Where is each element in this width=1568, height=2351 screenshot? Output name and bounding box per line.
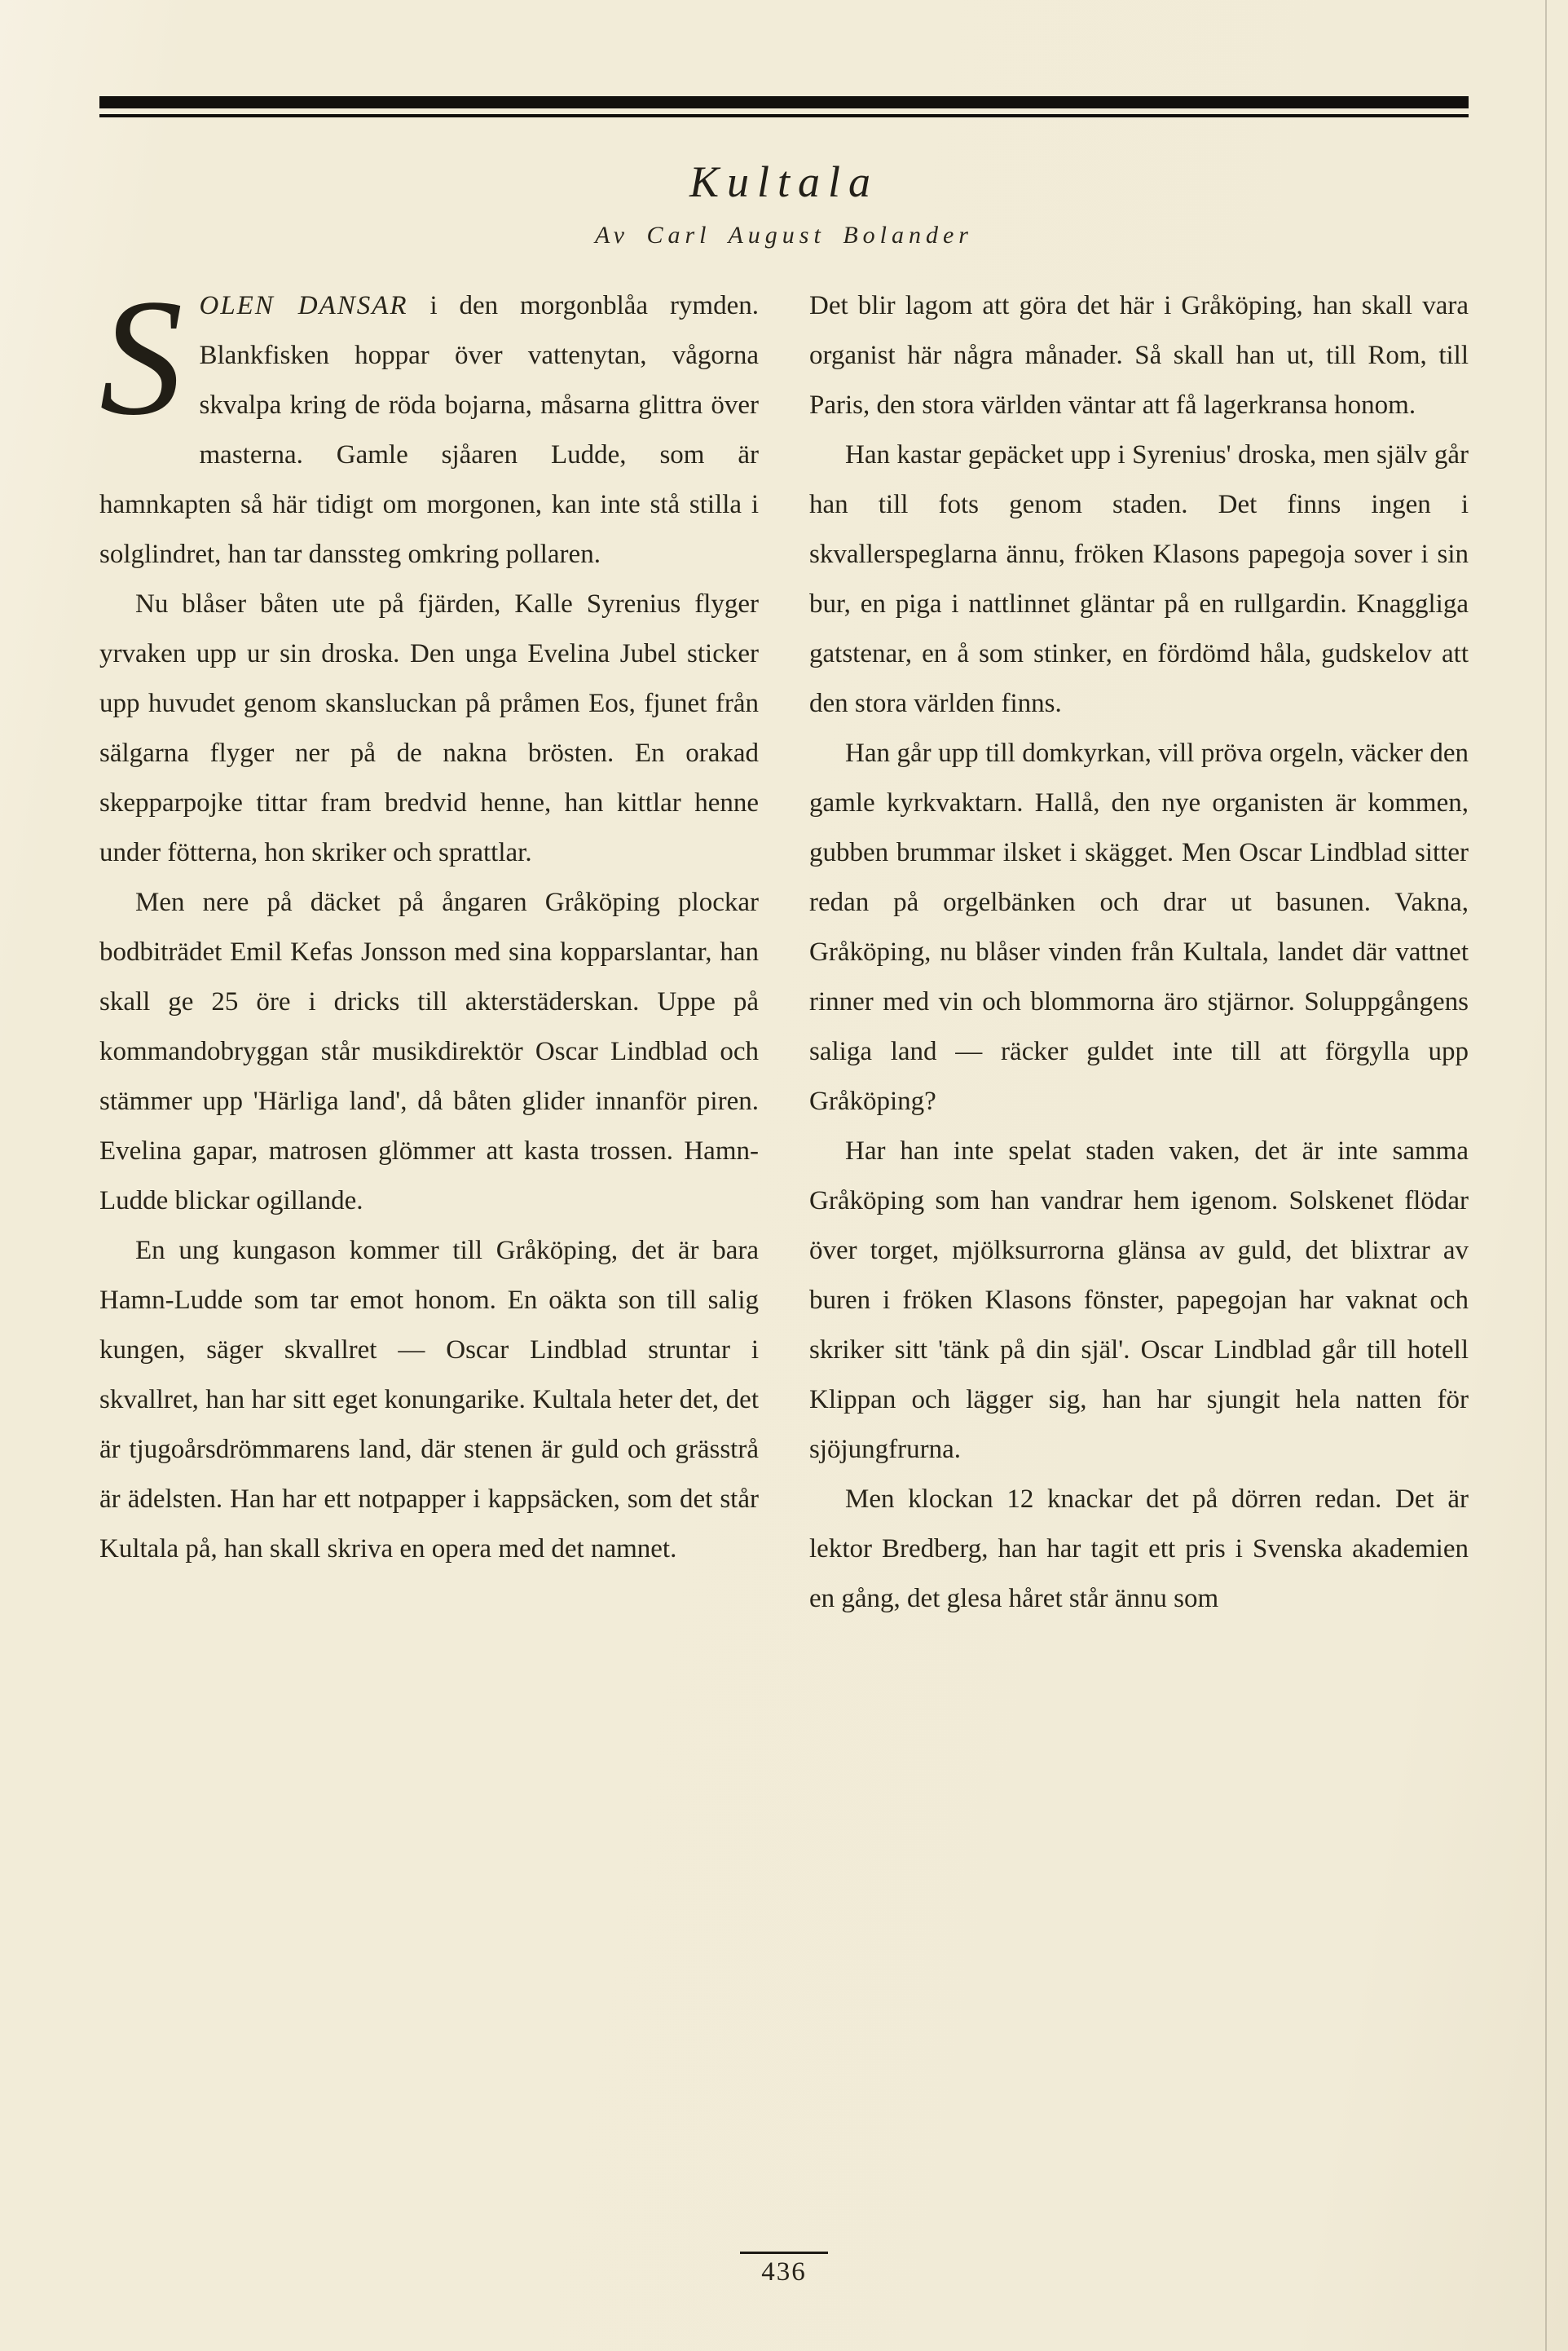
lead-in: OLEN DANSAR — [199, 291, 408, 320]
column-left — [99, 265, 760, 1624]
paragraph-opening — [99, 265, 760, 580]
text-columns — [99, 265, 1469, 1624]
column-right — [809, 281, 1469, 1624]
paragraph: Han kastar gepäcket upp i Syrenius' droska, men själv går han till fots genom staden. Det finns ingen i skvallerspeglarna ännu, fröken Klasons papegoja sover i sin bur, en piga i nattlinnet gläntar på en rullgardin. Knaggliga gatstenar, en å som stinker, en fördömd håla, gudskelov att den stora världen finns. — [809, 440, 1469, 718]
page-title: Kultala — [689, 157, 879, 206]
drop-cap: S — [99, 265, 183, 450]
header-rule — [99, 96, 1469, 117]
paragraph: Men nere på däcket på ångaren Gråköping plockar bodbiträdet Emil Kefas Jonsson med sina kopparslantar, han skall ge 25 öre i dricks till akterstäderskan. Uppe på kommandobryggan står musikdirektör Oscar Lindblad och stämmer upp 'Härliga land', då båten glider innanför piren. Evelina gapar, matrosen glömmer att kasta trossen. Hamn-Ludde blickar ogillande. — [99, 888, 759, 1215]
paragraph: Han går upp till domkyrkan, vill pröva orgeln, väcker den gamle kyrkvaktarn. Hallå, den nye organisten är kommen, gubben brummar ilsket i skägget. Men Oscar Lindblad sitter redan på orgelbänken och drar ut basunen. Vakna, Gråköping, nu blåser vinden från Kultala, landet där vattnet rinner med vin och blommorna äro stjärnor. Soluppgångens saliga land — räcker guldet inte till att förgylla upp Gråköping? — [809, 739, 1469, 1116]
page-footer — [0, 2252, 1568, 2287]
page-number: 436 — [740, 2252, 828, 2287]
paragraph: Det blir lagom att göra det här i Gråköping, han skall vara organist här några månader. Så skall han ut, till Rom, till Paris, den stora världen väntar att få lagerkransa honom. — [809, 291, 1469, 420]
header-rule-thick — [99, 96, 1469, 108]
scan-edge-line — [1545, 0, 1547, 2351]
paragraph: En ung kungason kommer till Gråköping, det är bara Hamn-Ludde som tar emot honom. En oäkta son till salig kungen, säger skvallret — Oscar Lindblad struntar i skvallret, han har sitt eget konungarike. Kultala heter det, det är tjugoårsdrömmarens land, där stenen är guld och grässtrå är ädelsten. Han har ett notpapper i kappsäcken, som det står Kultala på, han skall skriva en opera med det namnet. — [99, 1236, 759, 1564]
paragraph: Men klockan 12 knackar det på dörren redan. Det är lektor Bredberg, han har tagit ett pris i Svenska akademien en gång, det glesa håret står ännu som — [809, 1484, 1469, 1613]
header-rule-thin — [99, 114, 1469, 117]
paragraph: Har han inte spelat staden vaken, det är inte samma Gråköping som han vandrar hem igenom. Solskenet flödar över torget, mjölksurrorna glänsa av guld, det blixtrar av buren i fröken Klasons fönster, papegojan har vaknat och skriker sitt 'tänk på din själ'. Oscar Lindblad går till hotell Klippan och lägger sig, han har sjungit hela natten för sjöjungfrurna. — [809, 1136, 1469, 1464]
paragraph-text: i den morgonblåa rymden. Blankfisken hoppar över vattenytan, vågorna skvalpa kring de röda bojarna, måsarna glittra över masterna. Gamle sjåaren Ludde, som är hamnkapten så här tidigt om morgonen, kan inte stå stilla i solglindret, han tar danssteg omkring pollaren. — [99, 291, 760, 569]
paragraph: Nu blåser båten ute på fjärden, Kalle Syrenius flyger yrvaken upp ur sin droska. Den unga Evelina Jubel sticker upp huvudet genom skansluckan på pråmen Eos, fjunet från sälgarna flyger ner på de nakna brösten. En orakad skepparpojke tittar fram bredvid henne, han kittlar henne under fötterna, hon skriker och sprattlar. — [99, 589, 759, 867]
byline: Av Carl August Bolander — [595, 222, 973, 249]
